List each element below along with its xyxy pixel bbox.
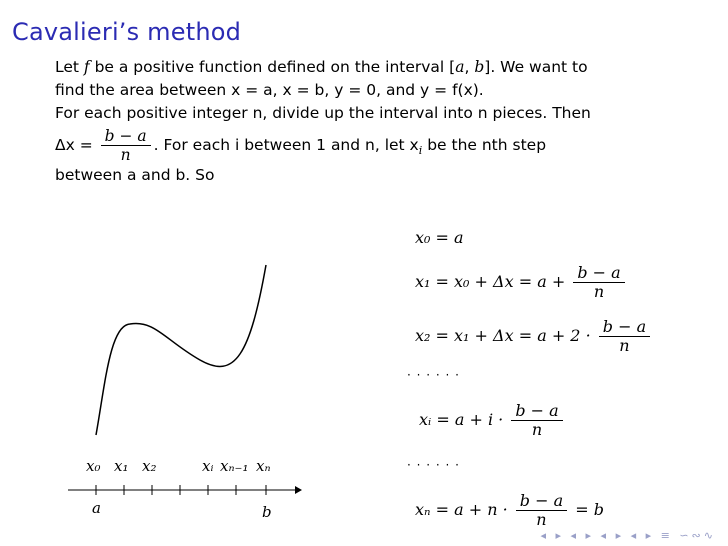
text: , [464, 58, 475, 76]
axis-arrow-icon [295, 486, 302, 494]
text: be the nth step [422, 136, 547, 154]
text: ]. We want to [484, 58, 588, 76]
lhs: x₂ = x₁ + Δx = a + 2 · [415, 326, 591, 345]
denominator: n [593, 282, 605, 301]
fraction [516, 492, 567, 529]
label-xi: xᵢ [202, 457, 214, 475]
eq-xn [415, 492, 604, 529]
subscript: i [418, 144, 423, 158]
function-curve [96, 265, 266, 435]
text: . For each i between 1 and n, let x [153, 136, 419, 154]
fraction [511, 402, 562, 439]
para2-line3: between a and b. So [55, 166, 215, 184]
math-a: a [455, 58, 465, 76]
fraction [101, 127, 151, 164]
ellipsis-1: · · · · · · [407, 368, 460, 382]
eq-x2 [415, 318, 653, 355]
slide-title: Cavalieri’s method [12, 18, 242, 46]
label-x1: x₁ [114, 457, 129, 475]
fraction [599, 318, 650, 355]
label-x2: x₂ [142, 457, 157, 475]
para2-line2 [55, 127, 675, 164]
label-xn-1: xₙ₋₁ [220, 457, 249, 475]
label-a: a [92, 499, 101, 517]
beamer-navigation[interactable]: ◂ ▸ ◂ ▸ ◂ ▸ ◂ ▸ ≡ ∽∾∿ [540, 529, 716, 542]
denominator: n [531, 420, 543, 439]
numerator: b − a [599, 318, 650, 337]
math-b: b [474, 58, 485, 76]
denominator: n [120, 146, 131, 164]
numerator: b − a [573, 264, 624, 283]
para1-line1 [55, 56, 675, 79]
para2-line1: For each positive integer n, divide up the interval into n pieces. Then [55, 104, 591, 122]
numerator: b − a [516, 492, 567, 511]
fraction [573, 264, 624, 301]
math-f: f [83, 58, 90, 76]
slide-body [55, 56, 675, 187]
lhs: xᵢ = a + i · [419, 410, 504, 429]
denominator: n [536, 510, 547, 529]
lhs: xₙ = a + n · [415, 500, 508, 519]
eq-x1 [415, 264, 628, 301]
numerator: b − a [101, 127, 151, 146]
plot-svg [60, 255, 310, 527]
ellipsis-2: · · · · · · [407, 458, 460, 472]
label-xn: xₙ [256, 457, 271, 475]
denominator: n [619, 336, 630, 355]
rhs: = b [575, 500, 604, 519]
function-plot [60, 255, 310, 531]
eq-x0: x₀ = a [415, 228, 464, 247]
numerator: b − a [511, 402, 562, 421]
text: Let [55, 58, 84, 76]
para1-line2: find the area between x = a, x = b, y = 0, and y = f(x). [55, 81, 484, 99]
text: be a positive function defined on the interval [ [89, 58, 456, 76]
math-dx: Δx = [55, 136, 93, 154]
label-x0: x₀ [86, 457, 101, 475]
eq-xi [419, 402, 566, 439]
label-b: b [262, 503, 272, 521]
lhs: x₁ = x₀ + Δx = a + [415, 272, 566, 291]
